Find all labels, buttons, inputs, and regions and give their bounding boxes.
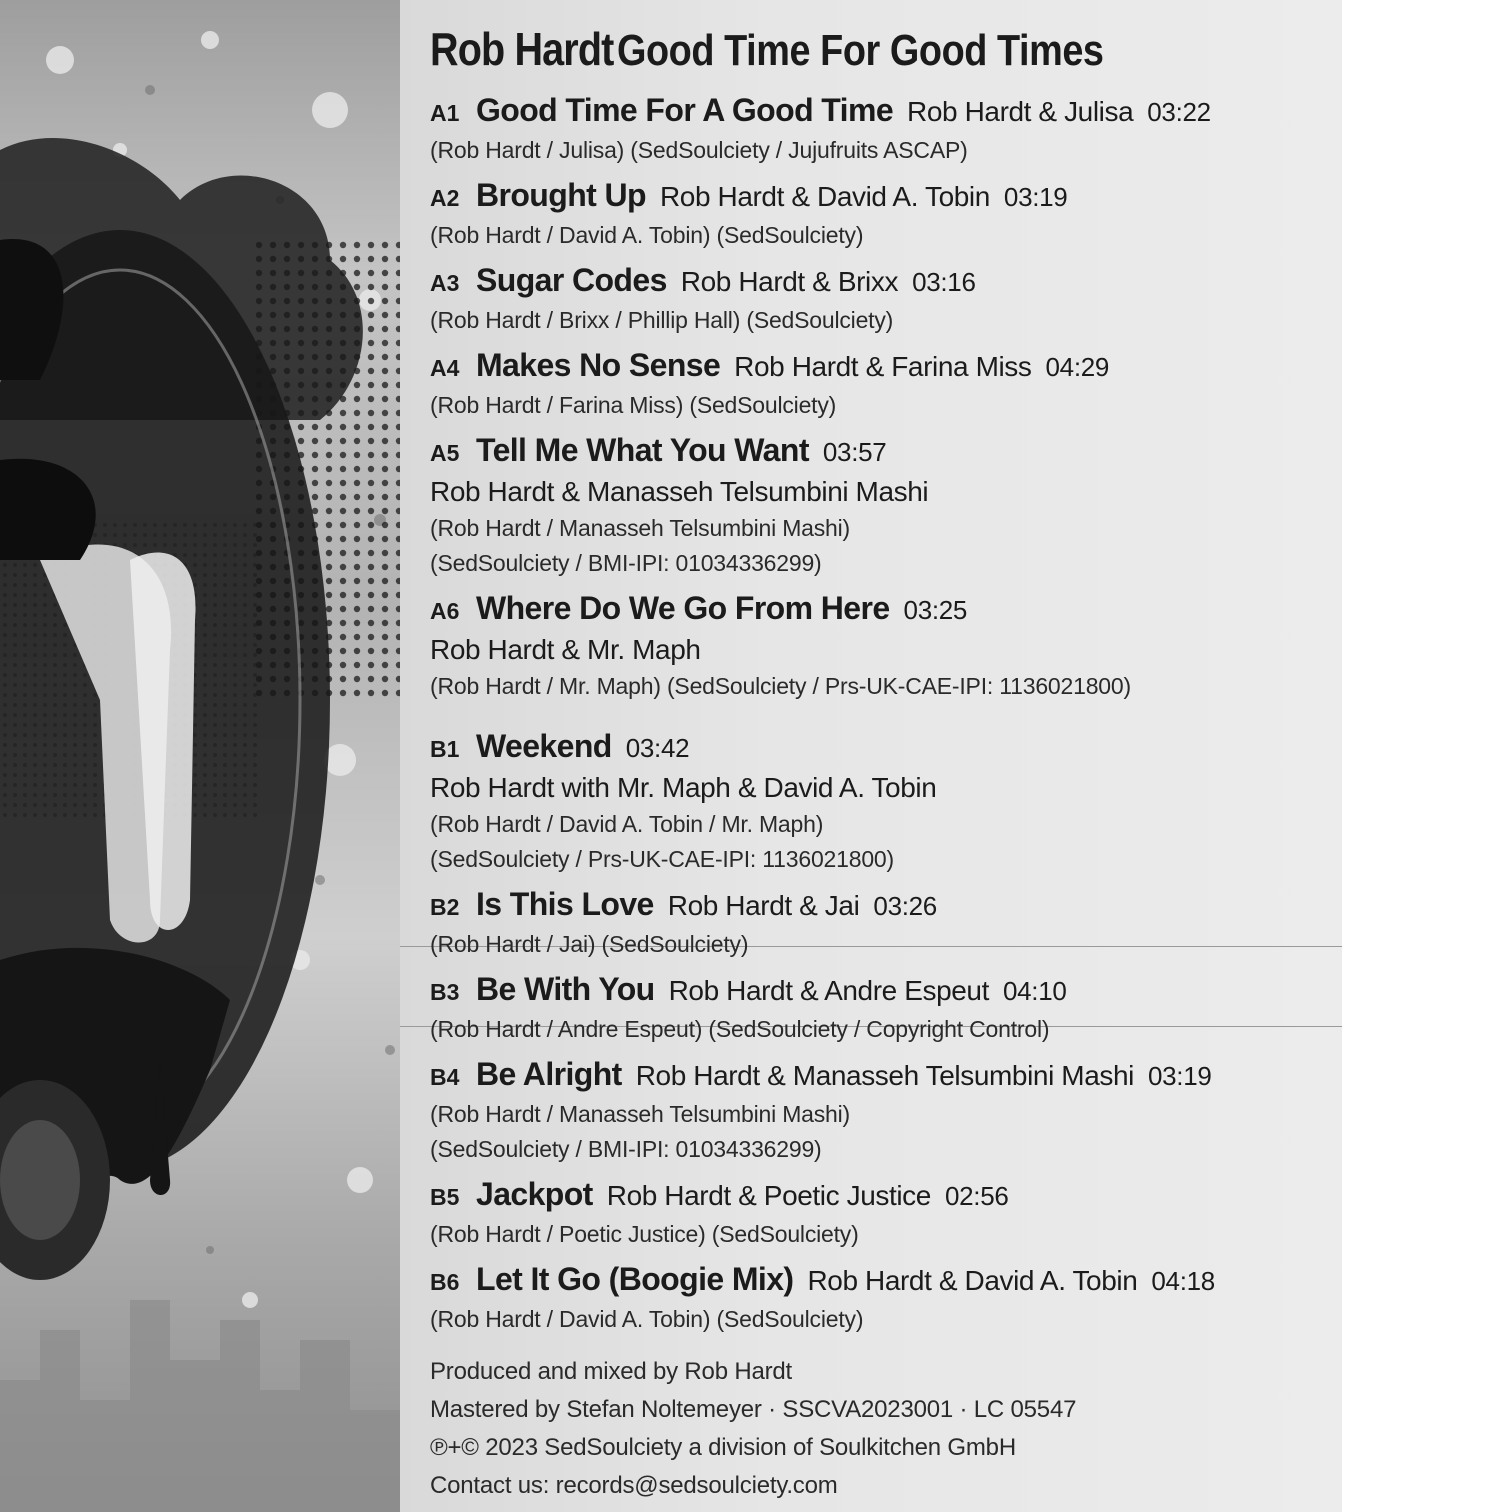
- footer-line: Mastered by Stefan Noltemeyer · SSCVA2023001 · LC 05547: [430, 1396, 1077, 1423]
- track-artist-line: Rob Hardt with Mr. Maph & David A. Tobin: [430, 772, 937, 803]
- track-artist: Rob Hardt & Manasseh Telsumbini Mashi: [635, 1060, 1134, 1091]
- track-position: B6: [430, 1269, 460, 1295]
- track-artist-line: Rob Hardt & Mr. Maph: [430, 634, 701, 665]
- track-artist: Rob Hardt & Brixx: [680, 266, 899, 297]
- track-credit: (Rob Hardt / David A. Tobin / Mr. Maph): [430, 811, 824, 837]
- track-duration: 03:16: [912, 267, 976, 297]
- track-artist: Rob Hardt & Andre Espeut: [668, 975, 989, 1006]
- track-position: B1: [430, 736, 460, 762]
- track-duration: 04:18: [1151, 1266, 1215, 1296]
- track-duration: 03:19: [1147, 1061, 1212, 1091]
- track-item: [430, 90, 1310, 168]
- tracklist-content: [430, 22, 1310, 1505]
- track-credit: (Rob Hardt / David A. Tobin) (SedSoulciety): [430, 222, 864, 248]
- footer-line: Contact us: records@sedsoulciety.com: [430, 1472, 838, 1499]
- track-credit: (Rob Hardt / David A. Tobin) (SedSoulciety): [430, 1306, 864, 1332]
- track-artist: Rob Hardt & David A. Tobin: [807, 1265, 1138, 1296]
- track-item: [430, 1054, 1310, 1167]
- track-title: Be With You: [476, 971, 655, 1007]
- track-title: Tell Me What You Want: [476, 432, 809, 468]
- track-title: Be Alright: [476, 1056, 622, 1092]
- track-duration: 03:26: [873, 891, 937, 921]
- track-duration: 04:29: [1045, 352, 1110, 382]
- track-title: Brought Up: [476, 177, 646, 213]
- track-title: Is This Love: [476, 886, 654, 922]
- track-title: Let It Go (Boogie Mix): [476, 1261, 794, 1297]
- track-duration: 03:42: [625, 733, 690, 763]
- track-item: [430, 884, 1310, 962]
- track-heading: [430, 345, 1310, 388]
- track-credit: (Rob Hardt / Mr. Maph) (SedSoulciety / Prs-UK-CAE-IPI: 1136021800): [430, 673, 1131, 699]
- track-heading: [430, 884, 1310, 927]
- track-artist-line: Rob Hardt & Manasseh Telsumbini Mashi: [430, 476, 929, 507]
- track-credit: (Rob Hardt / Manasseh Telsumbini Mashi): [430, 515, 851, 541]
- track-position: A6: [430, 598, 460, 624]
- track-credit: (Rob Hardt / Julisa) (SedSoulciety / Jujufruits ASCAP): [430, 137, 968, 163]
- track-position: B4: [430, 1064, 460, 1090]
- track-heading: [430, 430, 1310, 473]
- track-item: [430, 1174, 1310, 1252]
- track-heading: [430, 1054, 1310, 1097]
- track-duration: 03:57: [822, 437, 887, 467]
- track-title: Sugar Codes: [476, 262, 667, 298]
- track-title: Weekend: [476, 728, 612, 764]
- background-margin: [1342, 0, 1512, 1512]
- track-artist: Rob Hardt & Poetic Justice: [606, 1180, 931, 1211]
- track-item: [430, 175, 1310, 253]
- track-item: [430, 345, 1310, 423]
- track-heading: [430, 1259, 1310, 1302]
- track-credit: (Rob Hardt / Andre Espeut) (SedSoulciety / Copyright Control): [430, 1016, 1050, 1042]
- track-title: Makes No Sense: [476, 347, 721, 383]
- track-item: [430, 969, 1310, 1047]
- track-position: A3: [430, 270, 460, 296]
- track-duration: 03:22: [1147, 97, 1211, 127]
- cover-artwork: [0, 0, 400, 1512]
- track-credit: (SedSoulciety / BMI-IPI: 01034336299): [430, 550, 822, 576]
- track-duration: 03:19: [1003, 182, 1068, 212]
- track-duration: 04:10: [1002, 976, 1067, 1006]
- track-credit: (Rob Hardt / Manasseh Telsumbini Mashi): [430, 1101, 851, 1127]
- track-position: A1: [430, 100, 460, 126]
- track-heading: [430, 588, 1310, 631]
- track-item: [430, 260, 1310, 338]
- album-title: Good Time For Good Times: [617, 26, 1104, 75]
- track-title: Jackpot: [476, 1176, 593, 1212]
- track-item: [430, 726, 1310, 877]
- track-position: A2: [430, 185, 460, 211]
- track-title: Good Time For A Good Time: [476, 92, 894, 128]
- track-artist: Rob Hardt & Farina Miss: [734, 351, 1032, 382]
- track-position: B3: [430, 979, 460, 1005]
- track-position: A4: [430, 355, 460, 381]
- track-heading: [430, 90, 1310, 133]
- track-credit: (Rob Hardt / Farina Miss) (SedSoulciety): [430, 392, 837, 418]
- track-heading: [430, 726, 1310, 769]
- track-position: B2: [430, 894, 460, 920]
- track-heading: [430, 1174, 1310, 1217]
- track-heading: [430, 969, 1310, 1012]
- track-artist: Rob Hardt & Julisa: [907, 96, 1134, 127]
- track-heading: [430, 175, 1310, 218]
- track-credit: (Rob Hardt / Brixx / Phillip Hall) (SedSoulciety): [430, 307, 894, 333]
- track-credit: (SedSoulciety / Prs-UK-CAE-IPI: 1136021800): [430, 846, 894, 872]
- footer-line: Produced and mixed by Rob Hardt: [430, 1358, 793, 1385]
- track-credit: (Rob Hardt / Jai) (SedSoulciety): [430, 931, 749, 957]
- track-credit: (Rob Hardt / Poetic Justice) (SedSoulciety): [430, 1221, 859, 1247]
- track-duration: 02:56: [944, 1181, 1009, 1211]
- track-item: [430, 1259, 1310, 1337]
- header: [430, 22, 1310, 76]
- track-item: [430, 430, 1310, 581]
- credits-footer: [430, 1353, 1310, 1505]
- track-duration: 03:25: [903, 595, 968, 625]
- track-artist: Rob Hardt & Jai: [667, 890, 860, 921]
- track-heading: [430, 260, 1310, 303]
- track-list: [430, 90, 1310, 1337]
- footer-line: ℗+© 2023 SedSoulciety a division of Soulkitchen GmbH: [430, 1434, 1016, 1461]
- track-item: [430, 588, 1310, 704]
- track-credit: (SedSoulciety / BMI-IPI: 01034336299): [430, 1136, 822, 1162]
- artist-name: Rob Hardt: [430, 23, 614, 75]
- track-title: Where Do We Go From Here: [476, 590, 890, 626]
- track-position: A5: [430, 440, 460, 466]
- track-position: B5: [430, 1184, 460, 1210]
- graffiti-logo-artwork: [0, 0, 400, 1512]
- track-artist: Rob Hardt & David A. Tobin: [659, 181, 990, 212]
